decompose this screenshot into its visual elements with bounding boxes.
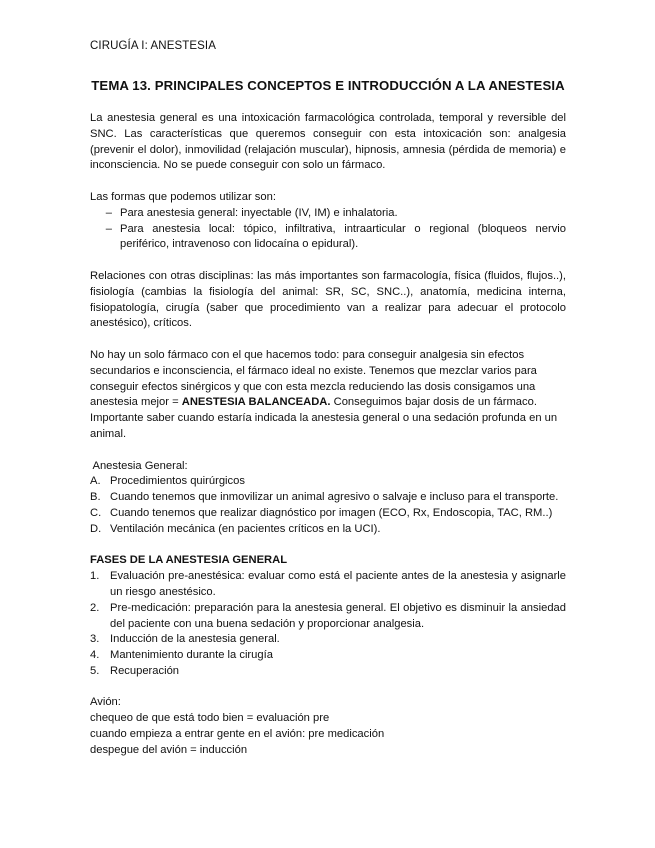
- list-item: 5. Recuperación: [90, 664, 180, 677]
- plane-line: despegue del avión = inducción: [90, 743, 248, 756]
- phases-list: [90, 569, 566, 680]
- balanced-paragraph: No hay un solo fármaco con el que hacemos todo: para conseguir analgesia sin efectos secundarios e inconsciencia, el fármaco ideal no existe. Tenemos que mezclar varios para conseguir efectos sinérgicos y que con esta mezcla reduciendo las dosis consigamos una anestesia mejor = ANESTESIA BALANCEADA. Conseguimos bajar dosis de un fármaco.: [90, 348, 537, 409]
- dash-bullet: –: [105, 206, 112, 219]
- intro-paragraph: La anestesia general es una intoxicación farmacológica controlada, temporal y reversible del SNC. Las características que queremos conseguir con esta intoxicación son: analgesia (prevenir el dolor), inmovilidad (relajación muscular), hipnosis, amnesia (pérdida de memoria) e inconsciencia. No se puede conseguir con solo un fármaco.: [90, 112, 566, 172]
- phases-heading: FASES DE LA ANESTESIA GENERAL: [90, 554, 288, 567]
- list-item: C. Cuando tenemos que realizar diagnóstico por imagen (ECO, Rx, Endoscopia, TAC, RM..): [90, 506, 553, 519]
- relations-paragraph: Relaciones con otras disciplinas: las más importantes son farmacología, física (fluidos, flujos..), fisiología (cambias la fisiología del animal: SR, SC, SNC..), anatomía, medicina interna, fisiopatología, cirugía (saber que procedimiento van a realizar para adecuar el protocolo anestésico), críticos.: [90, 269, 566, 330]
- running-header: CIRUGÍA I: ANESTESIA: [90, 40, 216, 52]
- list-item: 3. Inducción de la anestesia general.: [90, 633, 280, 646]
- plane-heading: Avión:: [90, 696, 121, 709]
- list-item: A. Procedimientos quirúrgicos: [90, 475, 245, 488]
- list-item: – Para anestesia general: inyectable (IV, IM) e inhalatoria.: [90, 206, 566, 222]
- list-item: D. Ventilación mecánica (en pacientes críticos en la UCI).: [90, 522, 381, 535]
- list-item: B. Cuando tenemos que inmovilizar un animal agresivo o salvaje e incluso para el transporte.: [90, 491, 559, 504]
- plane-line: chequeo de que está todo bien = evaluación pre: [90, 712, 330, 725]
- list-item: 2. Pre-medicación: preparación para la anestesia general. El objetivo es disminuir la ansiedad del paciente con una buena sedación y proporcionar analgesia.: [90, 601, 566, 630]
- dash-bullet: –: [105, 222, 112, 235]
- general-list: [90, 474, 566, 537]
- importance-paragraph: Importante saber cuando estaría indicada la anestesia general o una sedación profunda en un animal.: [90, 412, 558, 440]
- forms-list: [90, 206, 566, 253]
- document-body: [90, 111, 566, 759]
- page-title: TEMA 13. PRINCIPALES CONCEPTOS E INTRODUCCIÓN A LA ANESTESIA: [91, 78, 565, 93]
- list-item: 4. Mantenimiento durante la cirugía: [90, 649, 273, 662]
- general-heading: Anestesia General:: [90, 459, 188, 472]
- forms-intro: Las formas que podemos utilizar son:: [90, 190, 276, 203]
- list-item: – Para anestesia local: tópico, infiltrativa, intraarticular o regional (bloqueos nervio periférico, intravenoso con lidocaína o epidural).: [90, 222, 566, 254]
- list-item: 1. Evaluación pre-anestésica: evaluar como está el paciente antes de la anestesia y asignarle un riesgo anestésico.: [90, 570, 566, 598]
- plane-line: cuando empieza a entrar gente en el avión: pre medicación: [90, 728, 385, 741]
- balanced-term: ANESTESIA BALANCEADA.: [181, 396, 331, 409]
